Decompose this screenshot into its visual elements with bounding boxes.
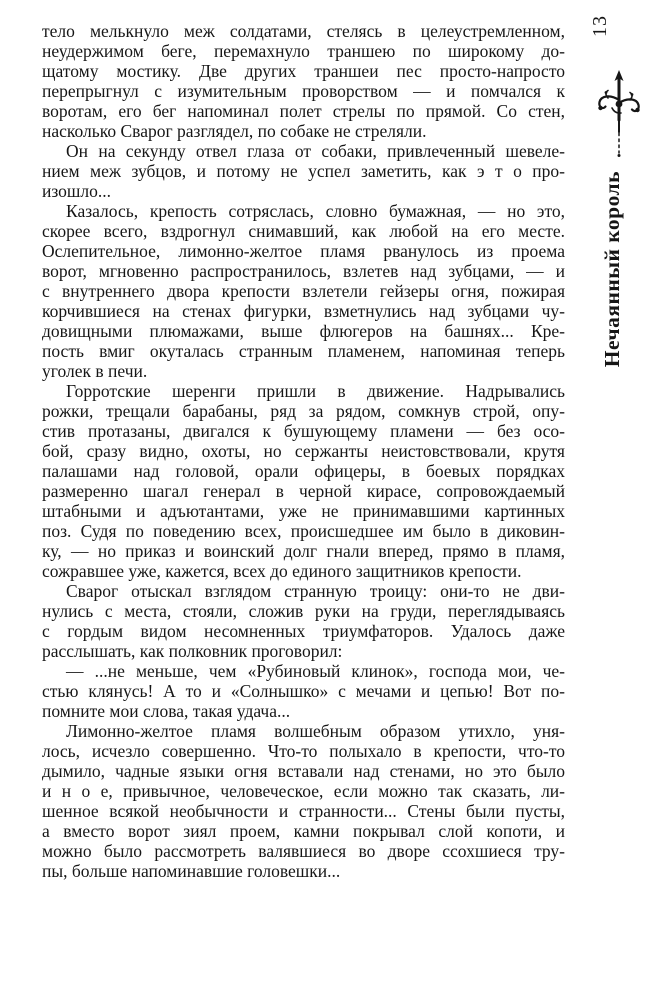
text-line: помните мои слова, такая удача... <box>42 701 291 721</box>
text-line: размеренно шагал генерал в черной кирасе, сопровождаемый <box>42 481 565 501</box>
text-line: перепрыгнул с изумительным проворством — и помчался к <box>42 81 565 101</box>
text-line: — ...не меньше, чем «Рубиновый клинок», господа мои, че- <box>66 661 565 681</box>
paragraph <box>42 141 565 201</box>
text-line: корчившиеся на стенах фигурки, взметнулись над зубцами чу- <box>42 301 565 321</box>
text-line: стив протазаны, двигался к бушующему пламени — без осо- <box>42 421 565 441</box>
text-line: воротам, его бег напоминал полет стрелы по прямой. Со стен, <box>42 101 565 121</box>
text-line: шенное всякой необычности и странности... Стены были пусты, <box>42 801 565 821</box>
body-text <box>42 21 565 881</box>
text-line: ку, — но приказ и воинский долг гнали вперед, прямо в пламя, <box>42 541 565 561</box>
text-line: расслышать, как полковник проговорил: <box>42 641 343 661</box>
text-line: а вместо ворот зиял проем, камни покрывал слой копоти, и <box>42 821 565 841</box>
text-line: Сварог отыскал взглядом странную троицу: они-то не дви- <box>66 581 565 601</box>
paragraph <box>42 381 565 581</box>
text-line: пость вмиг окуталась странным пламенем, напоминая теперь <box>42 341 565 361</box>
paragraph <box>42 661 565 721</box>
text-line: лось, исчезло совершенно. Что-то полыхало в крепости, что-то <box>42 741 565 761</box>
text-line: нулись с места, стояли, сложив руки на груди, переглядываясь <box>42 601 565 621</box>
running-title: Нечаянный король <box>600 171 624 368</box>
dagger-ornament-icon <box>596 70 642 158</box>
text-line: штабными и адъютантами, уже не принимавшими картинных <box>42 501 565 521</box>
text-line: сожравшее уже, кажется, всех до единого защитников крепости. <box>42 561 522 581</box>
paragraph <box>42 201 565 381</box>
paragraph <box>42 721 565 881</box>
text-line: поз. Судя по поведению всех, происшедшее им было в диковин- <box>42 521 565 541</box>
text-line: насколько Сварог разглядел, по собаке не стреляли. <box>42 121 427 141</box>
text-line: изошло... <box>42 181 112 201</box>
text-line: с внутреннего двора крепости взлетели гейзеры огня, пожирая <box>42 281 565 301</box>
text-line: с гордым видом несомненных триумфаторов. Удалось даже <box>42 621 565 641</box>
paragraph <box>42 21 565 141</box>
text-line: Горротские шеренги пришли в движение. Надрывались <box>66 381 565 401</box>
text-line: уголек в печи. <box>42 361 148 381</box>
text-line: и н о е, привычное, человеческое, если можно так сказать, ли- <box>42 781 565 801</box>
text-line: нием меж зубцов, и потому не успел заметить, как э т о про- <box>42 161 565 181</box>
text-line: можно было рассмотреть валявшиеся во дворе ссохшиеся тру- <box>42 841 565 861</box>
text-line: щатому мостику. Две других траншеи пес просто-напросто <box>42 61 565 81</box>
text-line: ворот, мгновенно распространилось, взлетев над зубцами, — и <box>42 261 565 281</box>
text-line: Лимонно-желтое пламя волшебным образом утихло, уня- <box>66 721 565 741</box>
text-line: неудержимом беге, перемахнуло траншею по широкому до- <box>42 41 565 61</box>
text-line: пы, больше напоминавшие головешки... <box>42 861 341 881</box>
text-line: тело мелькнуло меж солдатами, стелясь в целеустремленном, <box>42 21 565 41</box>
text-line: Ослепительное, лимонно-желтое пламя рванулось из проема <box>42 241 565 261</box>
text-line: бой, сразу видно, охоты, но сержанты неистовствовали, крутя <box>42 441 565 461</box>
page-number: 13 <box>589 15 611 37</box>
text-line: дымило, чадные языки огня вставали над стенами, но это было <box>42 761 565 781</box>
paragraph <box>42 581 565 661</box>
text-line: довищными плюмажами, выше флюгеров на башнях... Кре- <box>42 321 565 341</box>
text-line: стью клянусь! А то и «Солнышко» с мечами и цепью! Вот по- <box>42 681 565 701</box>
text-line: Он на секунду отвел глаза от собаки, привлеченный шевеле- <box>66 141 565 161</box>
text-line: Казалось, крепость сотряслась, словно бумажная, — но это, <box>66 201 565 221</box>
text-line: палашами над головой, орали офицеры, в боевых порядках <box>42 461 565 481</box>
text-line: скорее всего, вздрогнул снимавший, как любой на его месте. <box>42 221 565 241</box>
text-line: рожки, трещали барабаны, ряд за рядом, сомкнув строй, опу- <box>42 401 565 421</box>
